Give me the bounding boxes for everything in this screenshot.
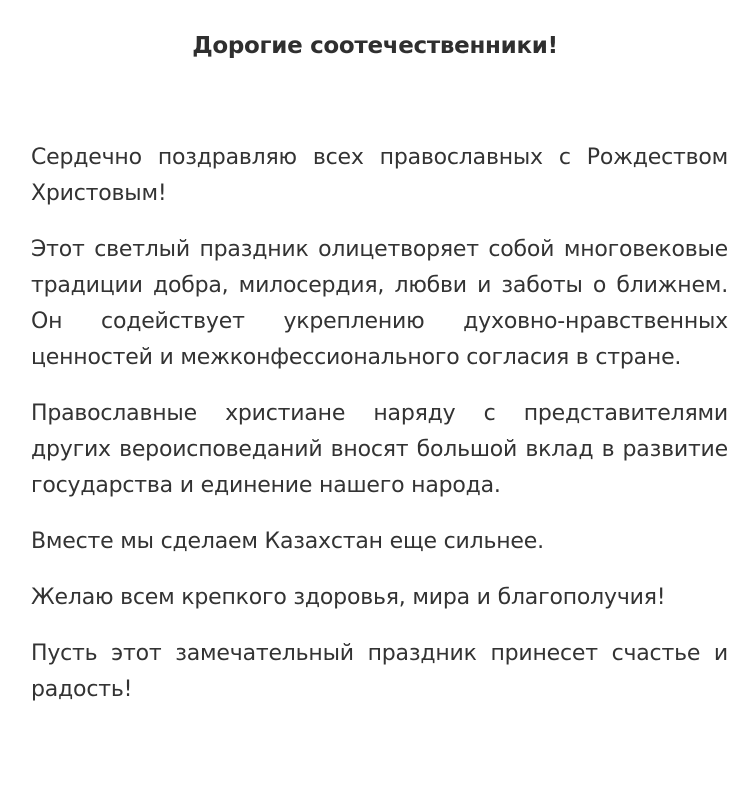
letter-title: Дорогие соотечественники!: [192, 33, 558, 59]
paragraph-greeting: Сердечно поздравляю всех православных с Рождеством Христовым!: [31, 145, 728, 206]
paragraph-traditions: Этот светлый праздник олицетворяет собой многовековые традиции добра, милосердия, любви и заботы о ближнем. Он содействует укреплению духовно-нравственных ценностей и межконфессионального согласия в стране.: [31, 237, 728, 370]
paragraph-contribution: Православные христиане наряду с представителями других вероисповеданий вносят большой вклад в развитие государства и единение нашего народа.: [31, 401, 728, 498]
letter-body: [31, 140, 728, 728]
paragraph-wishes: Желаю всем крепкого здоровья, мира и благополучия!: [31, 585, 666, 610]
paragraph-together: Вместе мы сделаем Казахстан еще сильнее.: [31, 529, 544, 554]
paragraph-closing: Пусть этот замечательный праздник принесет счастье и радость!: [31, 641, 728, 702]
